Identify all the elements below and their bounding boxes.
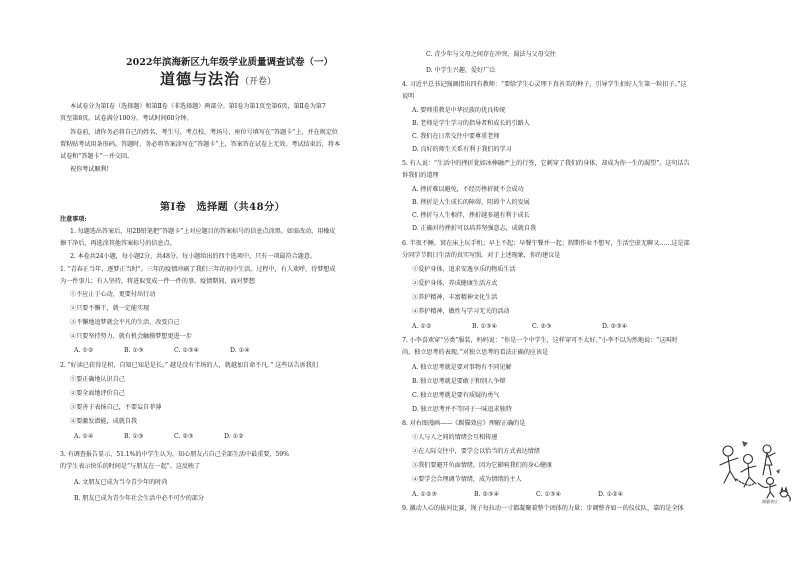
subject-title: [160, 68, 276, 89]
question-4-item: C. 我们在日常交往中要尊重老师: [412, 133, 500, 140]
question-6-item: ①爱护身体，追求安逸享乐的物质生活: [412, 266, 516, 273]
option[interactable]: D. ②③④: [602, 323, 628, 330]
question-7-text: 7. 小李喜欢穿“另类”服装，妈妈说：“你是一个中学生，这样穿可不太好。”小李不以为然地说：“这叫时: [402, 337, 678, 344]
question-3-item: D. 中学生兴趣、爱好广泛: [426, 67, 496, 74]
question-2-options: [74, 433, 274, 441]
question-8-text: 8. 对右图漫画——《踢猫效应》理解正确的是: [402, 420, 526, 427]
note-line: 1. 每题选出答案后，用2B铅笔把“答题卡”上对应题目的答案标号的信息点涂黑。如需改动，用橡皮: [70, 228, 336, 235]
question-5-text: 诉我们的道理: [402, 172, 439, 179]
option[interactable]: A. ①④: [74, 433, 94, 440]
question-4-item: D. 良好的师生关系有利于我们的学习: [412, 146, 512, 153]
note-line: 2. 本卷共24小题，每小题2分，共48分。每小题给出的四个选项中，只有一项最符合题意。: [70, 253, 316, 260]
question-1-options: [74, 347, 280, 355]
option[interactable]: B. ①③④: [472, 323, 498, 330]
question-3-text: 的学生表示快乐的时间是“与朋友在一起”。这反映了: [60, 463, 201, 470]
question-2-item: ③要善于表扬自己，不要妄自菲薄: [70, 404, 162, 411]
subject-note: （开卷）: [240, 77, 277, 87]
option[interactable]: A. ①②: [412, 323, 432, 330]
intro-line: 试卷和“答题卡”一并交回。: [60, 153, 134, 160]
question-7-item: A. 独立思考就是要对事物有不同见解: [412, 364, 512, 371]
question-5-item: C. 挫折与人生相伴，挫折越多越有利于成长: [412, 212, 530, 219]
question-2-item: ②要全面地评价自己: [70, 390, 125, 397]
question-1-text: 为一件事儿；有人坚持，将进取变成一件一件的事。疫情期间，面对梦想: [60, 278, 255, 285]
question-6-text: 6. 半夜不睡，窝在床上玩手机；早上不起；早餐午餐并一起；假期作业不想写，生活空虚无聊又……这是部: [402, 240, 690, 247]
question-1-item: ①不应止于心动，更要付出行动: [70, 291, 156, 298]
question-8-options: [412, 491, 658, 499]
question-1-item: ②只要不懈干，就一定能实现: [70, 305, 150, 312]
section-title: 第Ⅰ卷 选择题（共48分）: [160, 202, 286, 213]
question-3-item: B. 朋友已成为青少年社会生活中必不可少的部分: [74, 495, 204, 502]
option[interactable]: A. ①②: [74, 347, 94, 354]
question-7-item: B. 独立思考就是要敢于和别人争辩: [412, 378, 506, 385]
question-8-item: ④要学会合理调节情绪，成为情绪的主人: [412, 476, 522, 483]
option[interactable]: D. ①②: [224, 433, 244, 440]
question-6-item: ②爱护身体，养成健康生活方式: [412, 280, 498, 287]
option[interactable]: C. ①③④: [174, 347, 200, 354]
question-4-item: B. 老师是学生学习的指导者和成长的引路人: [412, 120, 530, 127]
option[interactable]: D. ①②④: [598, 491, 624, 498]
question-6-item: ③养护精神，丰富精神文化生活: [412, 294, 498, 301]
question-4-text: 说明: [402, 93, 415, 100]
option[interactable]: D. ①④: [230, 347, 250, 354]
option[interactable]: C. ①③④: [536, 491, 562, 498]
question-3-text: 3. 有调查报告显示，51.1%的中学生认为，知心朋友占自己全部生活中最重要，59%: [60, 451, 289, 458]
option[interactable]: C. ②③: [532, 323, 552, 330]
kick-the-cat-cartoon-icon: [712, 437, 792, 505]
question-1-item: ④只要坚持努力，就有机会触摸梦想更进一步: [70, 333, 192, 340]
intro-line: 页至第8页。试卷满分100分。考试时间60分钟。: [60, 115, 193, 122]
intro-line: 祝你考试顺利!: [70, 166, 109, 173]
option[interactable]: B. ②③④: [474, 491, 500, 498]
question-3-item: A. 文朋友已成为当今青少年的时尚: [74, 479, 168, 486]
question-5-item: A. 挫折难以避免，不经历挫折就不会成功: [412, 186, 524, 193]
question-6-text: 分同学节假日生活的真实写照。对于上述现象，你的建议是: [402, 252, 561, 259]
question-9-text: 9. 激动人心的拔河比赛，绳子每拉动一寸都凝聚着整个团体的力量；步调整齐如一的仪仗队，靠的是全体: [402, 505, 684, 512]
question-8-item: ①人与人之间的情绪会互相传递: [412, 434, 498, 441]
cartoon-caption: 踢猫效应: [762, 499, 778, 504]
question-6-item: ④养护精神，做性与学习无关的活动: [412, 308, 510, 315]
intro-line: 置粘贴考试用条形码。答题时，务必将答案涂写在“答题卡”上，答案答在试卷上无效。考试结束后，将本: [60, 141, 341, 148]
question-3-item: C. 青少年与父母之间存在冲突，渴法与父母交往: [426, 51, 556, 58]
question-7-item: D. 独立思考并不等同于一味追求独特: [412, 406, 512, 413]
question-2-item: ①要正确地认识自己: [70, 376, 125, 383]
question-6-options: [412, 323, 662, 331]
question-8-item: ②在人际交往中，要学会以恰当的方式表达情绪: [412, 448, 540, 455]
option[interactable]: B. ①③: [124, 433, 144, 440]
subject-name: 道德与法治: [160, 70, 241, 88]
option[interactable]: B. ①③: [124, 347, 144, 354]
intro-line: 答卷前，请你务必将自己的姓名、考生号、考点校、考场号、座位号填写在“答题卡”上，并在规定位: [70, 129, 338, 136]
option[interactable]: C. ②③: [174, 433, 194, 440]
question-7-item: C. 独立思考就是要有质疑的勇气: [412, 392, 500, 399]
note-line: 擦干净后，再选涂其他答案标号的信息点。: [60, 240, 176, 247]
option[interactable]: A. ①②③: [412, 491, 438, 498]
question-5-text: 5. 有人说：“生活中的挫折犹如冰棒融严上的行签，它刺穿了我们的身体，却成为你一生的渴望”。这句话告: [402, 160, 690, 167]
question-5-item: B. 挫折是人生成长的障碍，阻碍个人的发展: [412, 199, 530, 206]
question-8-item: ③我们要避开负面情绪，因为它影响我们的身心健康: [412, 462, 553, 469]
question-1-item: ③不懈地追梦就会平凡的生活，改变自己: [70, 319, 180, 326]
question-2-item: ④要激发潜能，成就自我: [70, 418, 137, 425]
notes-title: 注意事项:: [60, 216, 87, 223]
intro-line: 本试卷分为第Ⅰ卷（选择题）和第Ⅱ卷（非选择题）两部分。第Ⅰ卷为第1页至第6页，第Ⅱ卷为第7: [70, 103, 326, 110]
exam-title: 2022年滨海新区九年级学业质量调查试卷（一）: [126, 57, 333, 68]
question-4-item: A. 要师重教是中华民族的优良传统: [412, 107, 506, 114]
question-1-text: 1. “青春正当年，逐梦正当时”。三年的疫情冲刷了我们三年的初中生活。过程中，有人欢呼，待梦想成: [60, 266, 336, 273]
question-7-text: 尚，独立思考的表现。”对独立思考的看法正确的应该是: [402, 349, 549, 356]
question-2-text: 2. “好读已获得是积，自知已知是是长。” 越是没有半场的人，就越加自命不凡。” 这些话告诉我们: [60, 362, 318, 369]
question-4-text: 4. 习近平总书记强调指出四有教师：“要给学生心灵埋下真善美的种子，引导学生扣好人生第一粒扣子。”这: [402, 81, 687, 88]
question-5-item: D. 正确对待挫折可以培养坚强意志，成就自我: [412, 225, 537, 232]
